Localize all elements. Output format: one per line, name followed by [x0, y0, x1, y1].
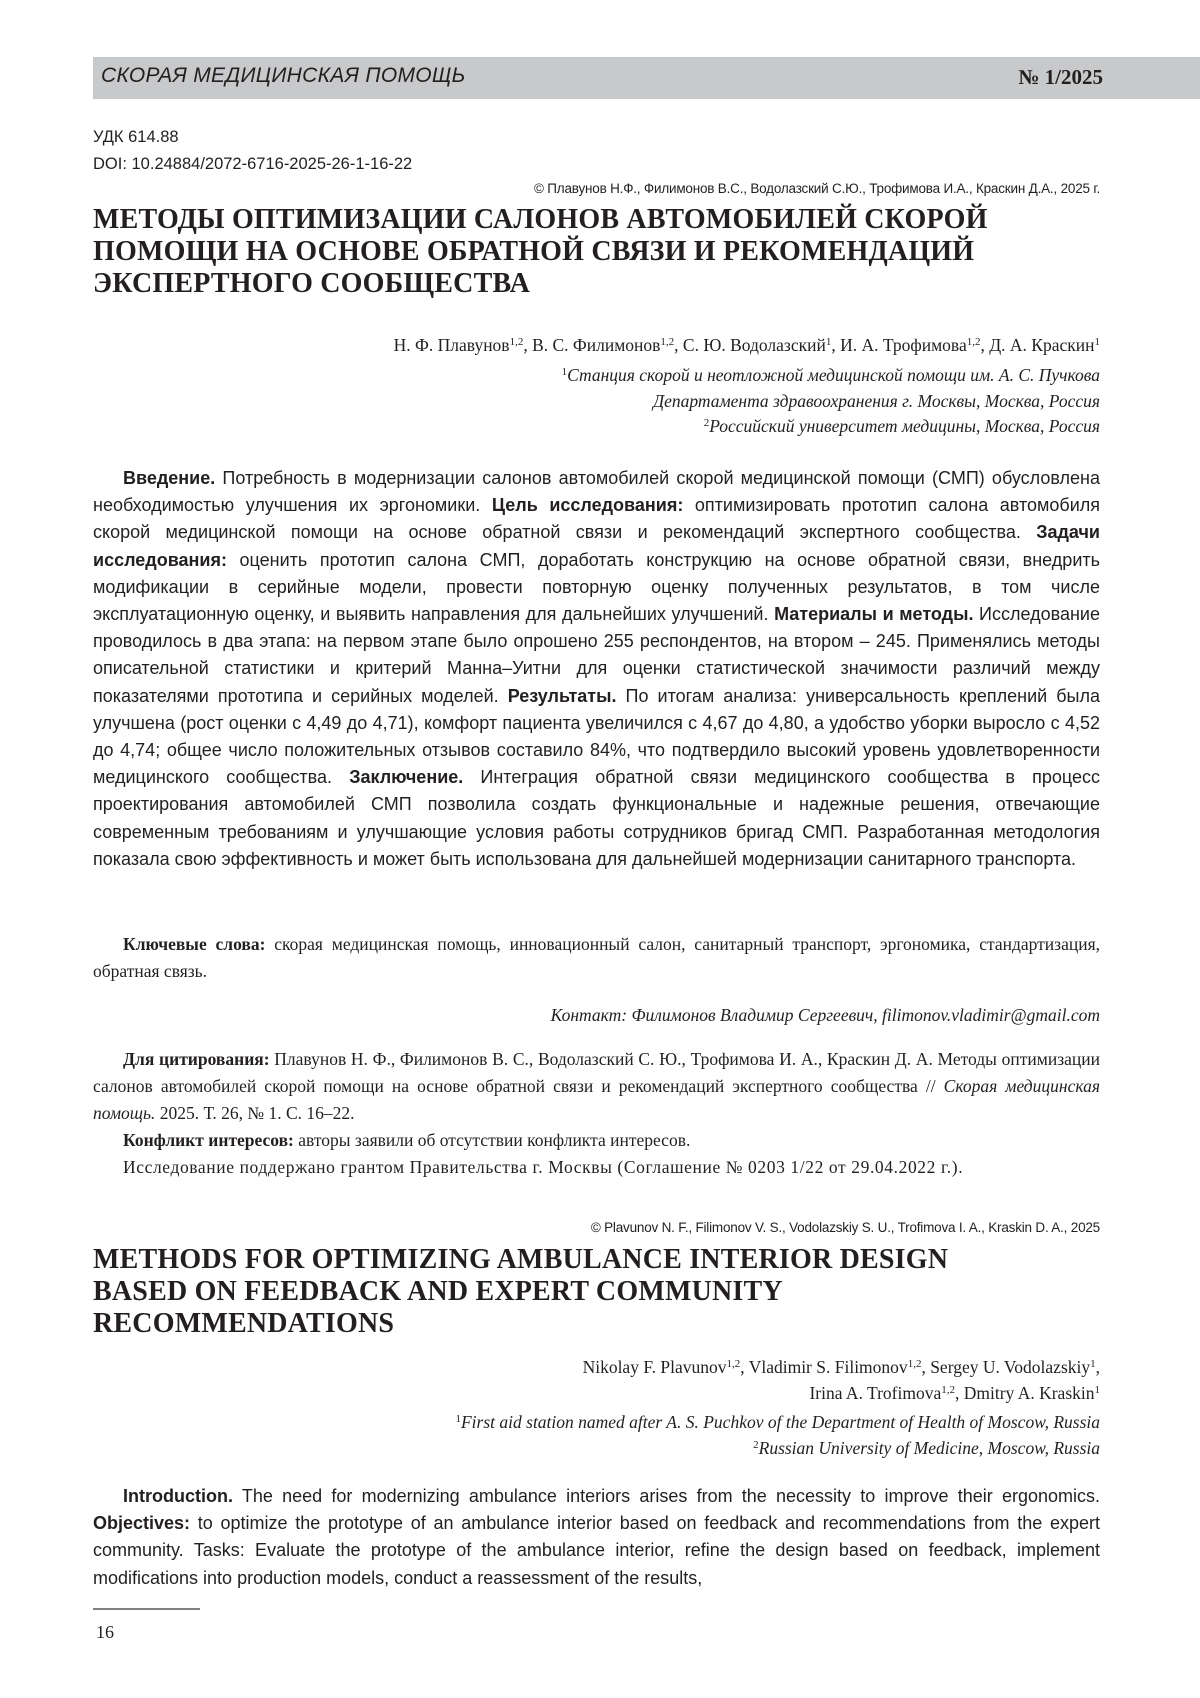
udk-code: УДК 614.88	[93, 128, 179, 146]
title-line: ПОМОЩИ НА ОСНОВЕ ОБРАТНОЙ СВЯЗИ И РЕКОМЕНДАЦИЙ	[93, 236, 975, 267]
issue-number: № 1/2025	[1018, 65, 1103, 89]
citation-tail: 2025. Т. 26, № 1. С. 16–22.	[155, 1103, 355, 1123]
conflict-label: Конфликт интересов:	[123, 1130, 294, 1150]
author-name: В. С. Филимонов	[532, 335, 661, 355]
section-label: Введение.	[123, 468, 216, 488]
affiliation-marker: 1	[561, 366, 568, 378]
copyright-ru: © Плавунов Н.Ф., Филимонов В.С., Водолазский С.Ю., Трофимова И.А., Краскин Д.А., 2025 г.	[534, 181, 1100, 196]
author-name: Sergey U. Vodolazskiy	[930, 1357, 1091, 1377]
author-list-ru	[100, 335, 1100, 356]
title-line: METHODS FOR OPTIMIZING AMBULANCE INTERIOR DESIGN	[93, 1244, 949, 1275]
footer-rule	[93, 1608, 200, 1610]
affiliation-marker: 1	[1094, 336, 1100, 348]
affiliation-2	[100, 414, 1100, 440]
abstract-ru	[93, 465, 1100, 873]
abstract-text: The need for modernizing ambulance interiors arises from the necessity to improve their ergonomics.	[232, 1486, 1100, 1506]
section-label: Материалы и методы.	[774, 604, 974, 625]
abstract-text: Интеграция обратной связи медицинского сообщества в процесс проектирования автомобилей СМП позволила создать функциональные и надежные решения, отвечающие современным требованиям и улучшающие условия работы сотрудников бригад СМП. Разработанная методология показала свою эффективность и может быть использована для дальнейшей модернизации санитарного транспорта.	[93, 767, 1100, 869]
section-label: Introduction.	[123, 1486, 233, 1506]
abstract-text: оценить прототип салона СМП, доработать конструкцию на основе обратной связи, внедрить модификации в серийные модели, провести повторную оценку полученных результатов, в том числе эксплуатационную оценку, и выявить направления для дальнейших улучшений.	[93, 549, 1100, 625]
copyright-en: © Plavunov N. F., Filimonov V. S., Vodolazskiy S. U., Trofimova I. A., Kraskin D. A., 2025	[590, 1220, 1100, 1235]
separator: ,	[921, 1357, 931, 1377]
abstract-en	[93, 1483, 1100, 1592]
affiliation-marker: 1	[455, 1413, 461, 1425]
affiliation-marker: 1	[1094, 1384, 1100, 1396]
title-line: RECOMMENDATIONS	[93, 1308, 395, 1339]
affiliations-en	[100, 1410, 1100, 1461]
citation-label: Для цитирования:	[123, 1049, 270, 1069]
affiliation-marker: 1,2	[660, 336, 675, 348]
title-line: BASED ON FEEDBACK AND EXPERT COMMUNITY	[93, 1276, 783, 1307]
conflict-of-interest	[93, 1127, 1100, 1154]
section-label: Результаты.	[507, 685, 617, 706]
separator: ,	[523, 335, 533, 355]
affiliations-ru	[100, 363, 1100, 440]
author-name: Dmitry A. Kraskin	[963, 1383, 1095, 1403]
conflict-text: авторы заявили об отсутствии конфликта интересов.	[293, 1130, 691, 1150]
affiliation-text: Российский университет медицины, Москва, Россия	[709, 416, 1100, 436]
grant-info: Исследование поддержано грантом Правительства г. Москвы (Соглашение № 0203 1/22 от 29.04.2022 г.).	[123, 1157, 964, 1177]
separator: ,	[980, 335, 990, 355]
affiliation-1	[100, 1410, 1100, 1436]
author-name: Irina A. Trofimova	[809, 1383, 942, 1403]
affiliation-marker: 1,2	[509, 336, 524, 348]
keywords-label: Ключевые слова:	[123, 934, 266, 954]
affiliation-marker: 2	[753, 1438, 759, 1451]
affiliation-marker: 1,2	[907, 1358, 922, 1370]
author-name: И. А. Трофимова	[840, 335, 967, 355]
title-line: МЕТОДЫ ОПТИМИЗАЦИИ САЛОНОВ АВТОМОБИЛЕЙ СКОРОЙ	[93, 204, 988, 235]
section-label: Заключение.	[349, 767, 464, 788]
author-list-en-line2	[100, 1383, 1100, 1404]
doi: DOI: 10.24884/2072-6716-2025-26-1-16-22	[93, 155, 413, 173]
title-line: ЭКСПЕРТНОГО СООБЩЕСТВА	[93, 268, 530, 299]
abstract-text: Потребность в модернизации салонов автомобилей скорой медицинской помощи (СМП) обусловлена необходимостью улучшения их эргономики.	[93, 468, 1100, 516]
author-name: Д. А. Краскин	[989, 335, 1095, 355]
affiliation-text: First aid station named after A. S. Puchkov of the Department of Health of Moscow, Russia	[460, 1412, 1100, 1432]
page-number: 16	[96, 1622, 114, 1642]
separator: ,	[674, 335, 683, 355]
author-name: Nikolay F. Plavunov	[582, 1357, 727, 1377]
affiliation-marker: 1	[825, 336, 832, 348]
separator: ,	[740, 1357, 749, 1377]
section-label: Задачи исследования:	[93, 522, 1100, 570]
affiliation-2	[100, 1436, 1100, 1462]
abstract-text: По итогам анализа: универсальность креплений была улучшена (рост оценки с 4,49 до 4,71), комфорт пациента увеличился с 4,67 до 4,80, а удобство уборки выросло с 4,52 до 4,74; общее число положительных отзывов составило 84%, что подтвердило высокий уровень удовлетворенности медицинского сообщества.	[93, 685, 1100, 788]
article-title-en	[93, 1244, 1103, 1340]
affiliation-marker: 1,2	[966, 336, 981, 348]
abstract-text: Исследование проводилось в два этапа: на первом этапе было опрошено 255 респондентов, на втором – 245. Применялись методы описательной статистики и критерий Манна–Уитни для оценки статистической значимости различий между показателями прототипа и серийных моделей.	[93, 604, 1100, 706]
affiliation-1-cont: Департамента здравоохранения г. Москвы, Москва, Россия	[652, 390, 1100, 411]
affiliation-marker: 1	[1090, 1358, 1096, 1370]
author-name: Vladimir S. Filimonov	[748, 1357, 908, 1377]
affiliation-1	[100, 363, 1100, 389]
citation-ru	[93, 1046, 1100, 1127]
article-title-ru	[93, 204, 1103, 300]
separator: ,	[954, 1383, 964, 1403]
keywords-text: скорая медицинская помощь, инновационный салон, санитарный транспорт, эргономика, стандартизация, обратная связь.	[93, 934, 1101, 981]
contact-info: Контакт: Филимонов Владимир Сергеевич, filimonov.vladimir@gmail.com	[550, 1005, 1100, 1025]
separator: ,	[1095, 1357, 1100, 1377]
affiliation-marker: 1,2	[941, 1384, 955, 1396]
separator: ,	[831, 335, 841, 355]
keywords-ru	[93, 931, 1100, 985]
affiliation-marker: 1,2	[726, 1358, 741, 1370]
affiliation-text: Russian University of Medicine, Moscow, Russia	[758, 1437, 1100, 1458]
abstract-text: to optimize the prototype of an ambulance interior based on feedback and recommendations from the expert community. Tasks: Evaluate the prototype of the ambulance interior, refine the design based on feedback, implement modifications into production models, conduct a reassessment of the results,	[93, 1513, 1100, 1588]
abstract-text: оптимизировать прототип салона автомобиля скорой медицинской помощи на основе обратной связи и рекомендаций экспертного сообщества.	[93, 495, 1101, 543]
running-header	[93, 57, 1200, 99]
section-label: Цель исследования:	[491, 495, 684, 516]
author-list-en-line1	[100, 1357, 1100, 1378]
author-name: Н. Ф. Плавунов	[393, 335, 510, 355]
citation-journal: Скорая медицинская помощь.	[93, 1076, 1100, 1123]
affiliation-marker: 2	[703, 417, 710, 429]
section-label: Objectives:	[93, 1513, 191, 1534]
citation-text: Плавунов Н. Ф., Филимонов В. С., Водолазский С. Ю., Трофимова И. А., Краскин Д. А. Методы оптимизации салонов автомобилей скорой помощи на основе обратной связи и рекомендаций экспертного сообщества //	[93, 1049, 1100, 1096]
journal-name: СКОРАЯ МЕДИЦИНСКАЯ ПОМОЩЬ	[101, 64, 466, 87]
affiliation-text: Станция скорой и неотложной медицинской помощи им. А. С. Пучкова	[567, 365, 1100, 385]
author-name: С. Ю. Водолазский	[682, 335, 826, 355]
